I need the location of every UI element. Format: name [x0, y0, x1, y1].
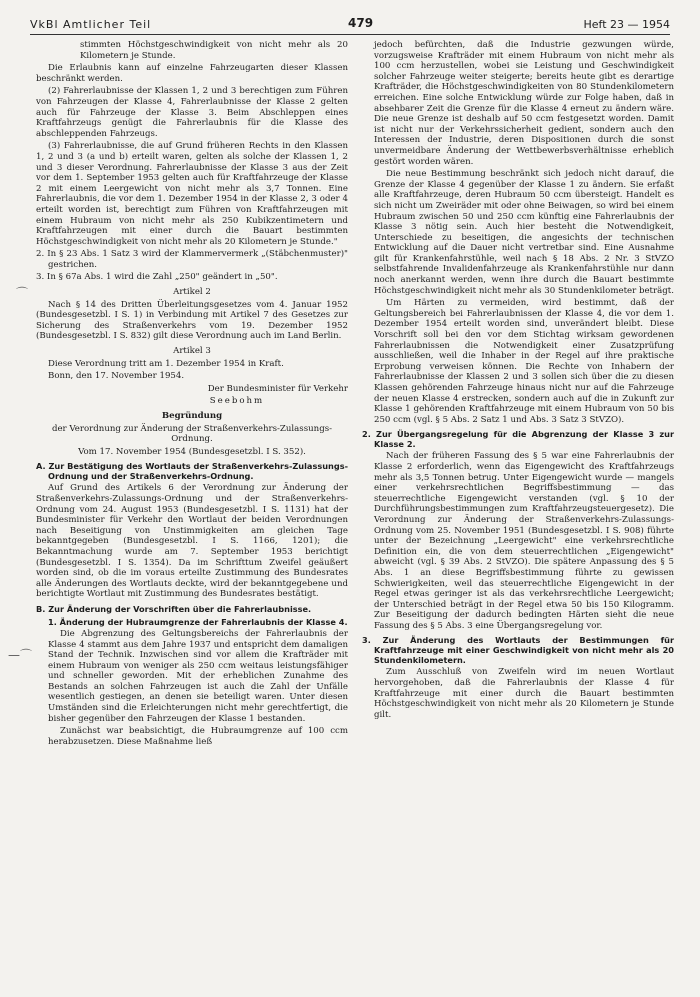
paragraph: stimmten Höchstgeschwindigkeit von nicht mehr als 20 Kilometern je Stunde. [80, 40, 348, 61]
paragraph: Die Abgrenzung des Geltungsbereichs der Fahrerlaubnis der Klasse 4 stammt aus dem Jahre 1937 und entspricht dem damaligen Stand der Technik. Inzwischen sind vor allem die Krafträder mit einem Hubraum von weniger als 250 ccm weitaus leistungsfähiger und schneller geworden. Mit der erheblichen Zunahme des Bestands an solchen Fahrzeugen ist auch die Zahl der Unfälle wesentlich gestiegen, an denen sie beteiligt waren. Unter diesen Umständen sind die Erleichterungen nicht mehr gerechtfertigt, die bisher gegenüber den Fahrzeugen der Klasse 1 bestanden. [48, 628, 348, 724]
paragraph: Nach der früheren Fassung des § 5 war eine Fahrerlaubnis der Klasse 2 erforderlich, wenn das Eigengewicht des Kraftfahrzeugs mehr als 3,5 Tonnen betrug. Unter Eigengewicht wurde — mangels einer verkehrsrechtlichen Begriffsbestimmung — das steuerrechtliche Eigengewicht verstanden (vgl. § 10 der Durchführungsbestimmungen zum Kraftfahrzeugsteuergesetz). Die Verordnung zur Änderung der Straßenverkehrs-Zulassungs-Ordnung vom 25. November 1951 (Bundesgesetzbl. I S. 908) führte unter der Bezeichnung „Leergewicht" eine verkehrsrechtliche Definition ein, die von dem steuerrechtlichen „Eigengewicht" abweicht (vgl. § 39 Abs. 2 StVZO). Die spätere Anpassung des § 5 Abs. 1 an diese Begriffsbestimmung führte zu gewissen Schwierigkeiten, weil das steuerrechtliche Eigengewicht in der Regel etwas geringer ist als das verkehrsrechtliche Leergewicht; der Unterschied beträgt in der Regel etwa 50 bis 150 Kilogramm. Zur Beseitigung der dadurch bedingten Härten sieht die neue Fassung des § 5 Abs. 3 eine Übergangsregelung vor. [374, 451, 674, 631]
list-item: 2. In § 23 Abs. 1 Satz 3 wird der Klammervermerk „(Stäbchenmuster)" gestrichen. [36, 249, 348, 270]
section-heading: 2. Zur Übergangsregelung für die Abgrenzung der Klasse 3 zur Klasse 2. [362, 429, 674, 450]
issue-info: Heft 23 — 1954 [583, 18, 670, 31]
section-heading: A. Zur Bestätigung des Wortlauts der Straßenverkehrs-Zulassungs-Ordnung und der Straßenverkehrs-Ordnung. [36, 461, 348, 482]
margin-mark-2: —⌒ [8, 648, 33, 662]
subsection-heading: 1. Änderung der Hubraumgrenze der Fahrerlaubnis der Klasse 4. [48, 616, 348, 627]
paragraph: Nach § 14 des Dritten Überleitungsgesetzes vom 4. Januar 1952 (Bundesgesetzbl. I S. 1) in Verbindung mit Artikel 7 des Gesetzes zur Sicherung des Straßenverkehrs vom 19. Dezember 1952 (Bundesgesetzbl. I S. 832) gilt diese Verordnung auch im Land Berlin. [36, 299, 348, 342]
article-title: Artikel 3 [173, 346, 211, 357]
paragraph: Zunächst war beabsichtigt, die Hubraumgrenze auf 100 ccm herabzusetzen. Diese Maßnahme ließ [48, 726, 348, 747]
minister-title: Der Bundesminister für Verkehr [207, 383, 348, 394]
margin-mark-1: ⌒ [16, 286, 29, 300]
paragraph: Auf Grund des Artikels 6 der Verordnung zur Änderung der Straßenverkehrs-Zulassungs-Ordnung und der Straßenverkehrs-Ordnung vom 24. August 1953 (Bundesgesetzbl. I S. 1131) hat der Bundesminister für Verkehr den Wortlaut der beiden Verordnungen nach Beseitigung von Unstimmigkeiten am gleichen Tage bekanntgegeben (Bundesgesetzbl. I S. 1166, 1201); die Bekanntmachung wurde am 7. September 1953 berichtigt (Bundesgesetzbl. I S. 1354). Da im Schrifttum Zweifel geäußert worden sind, ob die im voraus erteilte Zustimmung des Bundesrates alle Änderungen des Wortlauts deckte, wird der bekanntgegebene und berichtigte Wortlaut mit Zustimmung des Bundesrates bestätigt. [36, 483, 348, 600]
page-header [30, 14, 670, 34]
section-date: Vom 17. November 1954 (Bundesgesetzbl. I S. 352). [78, 446, 306, 457]
page-number: 479 [348, 16, 374, 30]
paragraph: Die neue Bestimmung beschränkt sich jedoch nicht darauf, die Grenze der Klasse 4 gegenüber der Klasse 1 zu ändern. Sie erfaßt alle Kraftfahrzeuge, deren Hubraum 50 ccm übersteigt. Handelt es sich nicht um Zweiräder mit oder ohne Beiwagen, so wird bei einem Hubraum zwischen 50 und 250 ccm künftig eine Fahrerlaubnis der Klasse 3 nötig sein. Auch hier besteht die Notwendigkeit, Unterschiede zu beseitigen, die angesichts der technischen Entwicklung auf die Dauer nicht vertretbar sind. Eine Ausnahme gilt für Krankenfahrstühle, weil nach § 18 Abs. 2 Nr. 3 StVZO selbstfahrende Invalidenfahrzeuge als Krankenfahrstühle nur dann noch anerkannt werden, wenn ihre durch die Bauart bestimmte Höchstgeschwindigkeit nicht mehr als 30 Stundenkilometer beträgt. [374, 169, 674, 296]
minister-name: Seebohm [209, 396, 265, 407]
journal-title: VkBl Amtlicher Teil [30, 18, 152, 31]
right-column [362, 40, 674, 722]
paragraph: (3) Fahrerlaubnisse, die auf Grund früheren Rechts in den Klassen 1, 2 und 3 (a und b) erteilt waren, gelten als solche der Klassen 1, 2 und 3 dieser Verordnung. Fahrerlaubnisse der Klasse 3 aus der Zeit vor dem 1. September 1953 gelten auch für Kraftfahrzeuge der Klasse 2 mit einem Leergewicht von nicht mehr als 3,7 Tonnen. Eine Fahrerlaubnis, die vor dem 1. Dezember 1954 in der Klasse 2, 3 oder 4 erteilt worden ist, berechtigt zum Führen von Kraftfahrzeugen mit einem Hubraum von nicht mehr als 250 Kubikzentimetern und Kraftfahrzeugen mit einer durch die Bauart bestimmten Höchstgeschwindigkeit von nicht mehr als 20 Kilometern je Stunde." [36, 141, 348, 247]
paragraph: Um Härten zu vermeiden, wird bestimmt, daß der Geltungsbereich bei Fahrerlaubnissen der Klasse 4, die vor dem 1. Dezember 1954 erteilt worden sind, unverändert bleibt. Diese Vorschrift soll bei den vor dem Stichtag wirksam gewordenen Fahrerlaubnissen die Notwendigkeit einer Zusatzprüfung ausschließen, weil die Inhaber in der Regel auf ihre praktische Erprobung verweisen können. Die Rechte von Inhabern der Fahrerlaubnisse der Klassen 2 und 3 sollen sich über die zu diesen Klassen gehörenden Fahrzeuge hinaus nicht nur auf die Fahrzeuge der neuen Klasse 4 erstrecken, sondern auch auf die in Zukunft zur Klasse 1 gehörenden Kraftfahrzeuge mit einem Hubraum von 50 bis 250 ccm (vgl. § 5 Abs. 2 Satz 1 und Abs. 3 Satz 3 StVZO). [374, 298, 674, 425]
section-heading: B. Zur Änderung der Vorschriften über die Fahrerlaubnisse. [36, 603, 312, 614]
article-title: Artikel 2 [173, 287, 211, 298]
section-subtitle: der Verordnung zur Änderung der Straßenverkehrs-Zulassungs-Ordnung. [51, 423, 333, 445]
place-date: Bonn, den 17. November 1954. [48, 371, 185, 382]
paragraph: Zum Ausschluß von Zweifeln wird im neuen Wortlaut hervorgehoben, daß die Fahrerlaubnis der Klasse 4 für Kraftfahrzeuge mit einer durch die Bauart bestimmten Höchstgeschwindigkeit von nicht mehr als 20 Kilometern je Stunde gilt. [374, 667, 674, 720]
list-item: 3. In § 67a Abs. 1 wird die Zahl „250" geändert in „50". [36, 272, 278, 283]
header-rule [30, 34, 670, 35]
paragraph: Die Erlaubnis kann auf einzelne Fahrzeugarten dieser Klassen beschränkt werden. [36, 63, 348, 84]
paragraph: jedoch befürchten, daß die Industrie gezwungen würde, vorzugsweise Krafträder mit einem Hubraum von nicht mehr als 100 ccm herzustellen, wobei sie Leistung und Geschwindigkeit solcher Fahrzeuge weiter steigerte; bereits heute gibt es derartige Krafträder, die Höchstgeschwindigkeiten von 80 Stundenkilometern erreichen. Eine solche Entwicklung würde zur Folge haben, daß in absehbarer Zeit die Grenze für die Klasse 4 erneut zu ändern wäre. Die neue Grenze ist deshalb auf 50 ccm festgesetzt worden. Damit ist nicht nur der Verkehrssicherheit gedient, sondern auch den Interessen der Industrie, deren Dispositionen durch die sonst unvermeidbare Änderung der Wettbewerbsverhältnisse erheblich gestört worden wären. [374, 40, 674, 167]
paragraph: (2) Fahrerlaubnisse der Klassen 1, 2 und 3 berechtigen zum Führen von Fahrzeugen der Klasse 4, Fahrerlaubnisse der Klasse 2 gelten auch für Fahrzeuge der Klasse 3. Beim Abschleppen eines Kraftfahrzeugs genügt die Fahrerlaubnis für die Klasse des abschleppenden Fahrzeugs. [36, 86, 348, 139]
section-heading: 3. Zur Änderung des Wortlauts der Bestimmungen für Kraftfahrzeuge mit einer Geschwindigkeit von nicht mehr als 20 Stundenkilometern. [362, 635, 674, 666]
paragraph: Diese Verordnung tritt am 1. Dezember 1954 in Kraft. [48, 358, 284, 369]
section-title: Begründung [161, 411, 223, 421]
left-column [36, 40, 348, 749]
